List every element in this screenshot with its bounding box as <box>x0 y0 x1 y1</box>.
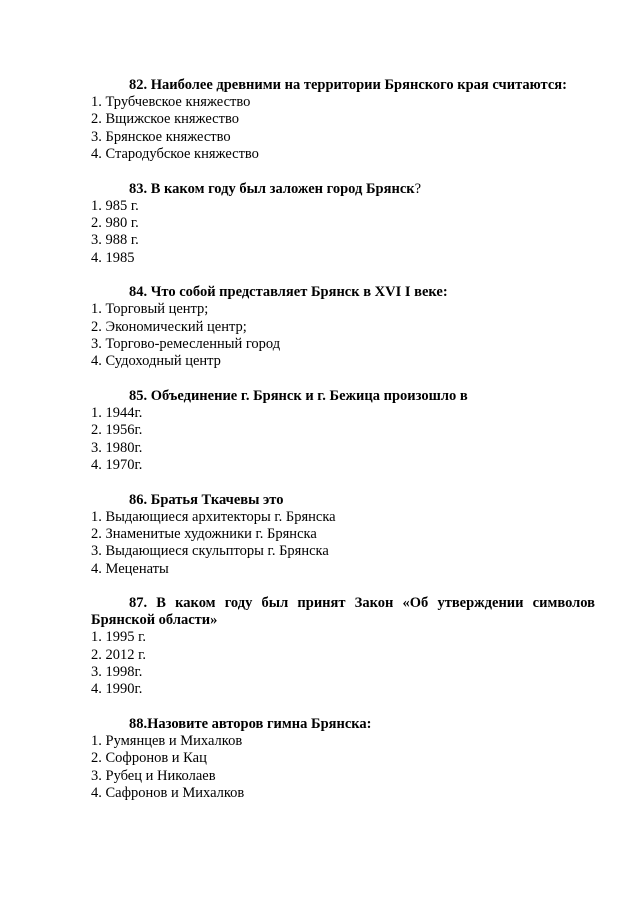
spacer <box>91 578 595 595</box>
answer-option: 3. Рубец и Николаев <box>91 767 216 784</box>
answer-option: 2. Вщижское княжество <box>91 111 239 128</box>
answer-option: 2. 980 г. <box>91 215 139 232</box>
answer-option: 2. 1956г. <box>91 422 143 439</box>
question-88 <box>91 716 595 803</box>
answer-option: 3. 1980г. <box>91 439 143 456</box>
question-title: 83. В каком году был заложен город Брянск? <box>129 180 422 197</box>
answer-option: 1. Румянцев и Михалков <box>91 732 243 749</box>
answer-option: 1. Выдающиеся архитекторы г. Брянска <box>91 508 336 525</box>
spacer <box>91 267 595 284</box>
spacer <box>91 475 595 492</box>
answer-option: 3. 1998г. <box>91 663 143 680</box>
question-86 <box>91 492 595 579</box>
answer-option: 3. Брянское княжество <box>91 128 231 145</box>
answer-option: 4. Стародубское княжество <box>91 146 259 163</box>
answer-option: 2. Знаменитые художники г. Брянска <box>91 525 317 542</box>
answer-option: 3. Торгово-ремесленный город <box>91 336 281 353</box>
question-83 <box>91 181 595 268</box>
question-85 <box>91 388 595 475</box>
answer-option: 4. 1970г. <box>91 457 143 474</box>
answer-list <box>91 733 595 803</box>
answer-option: 1. Трубчевское княжество <box>91 94 251 110</box>
spacer <box>91 164 595 181</box>
answer-option: 4. 1985 <box>91 249 135 266</box>
question-title: 87. В каком году был принят Закон «Об утверждении символов Брянской области» <box>91 595 595 629</box>
answer-list <box>91 629 595 699</box>
answer-list <box>91 301 595 371</box>
question-title: 88.Назовите авторов гимна Брянска: <box>129 715 372 732</box>
question-title: 86. Братья Ткачевы это <box>129 491 284 508</box>
answer-list <box>91 405 595 475</box>
answer-option: 4. Сафронов и Михалков <box>91 784 245 801</box>
answer-option: 4. Меценаты <box>91 560 169 577</box>
answer-option: 3. 988 г. <box>91 232 139 249</box>
spacer <box>91 699 595 716</box>
question-title: 82. Наиболее древними на территории Брянского края считаются: <box>129 77 567 93</box>
answer-option: 1. 1995 г. <box>91 629 147 646</box>
spacer <box>91 371 595 388</box>
answer-option: 2. Экономический центр; <box>91 318 247 335</box>
answer-option: 1. 985 г. <box>91 197 139 214</box>
question-82 <box>91 77 595 164</box>
answer-option: 3. Выдающиеся скульпторы г. Брянска <box>91 543 329 560</box>
question-title: 84. Что собой представляет Брянск в XVI I веке: <box>129 284 448 301</box>
answer-option: 2. Софронов и Кац <box>91 750 207 767</box>
answer-list <box>91 94 595 164</box>
answer-option: 1. Торговый центр; <box>91 301 209 318</box>
question-87 <box>91 595 595 699</box>
answer-list <box>91 198 595 268</box>
answer-option: 2. 2012 г. <box>91 646 147 663</box>
question-84 <box>91 284 595 371</box>
answer-option: 4. Судоходный центр <box>91 353 221 370</box>
answer-option: 1. 1944г. <box>91 404 143 421</box>
question-title: 85. Объединение г. Брянск и г. Бежица произошло в <box>129 387 468 404</box>
quiz-page <box>91 77 595 802</box>
answer-option: 4. 1990г. <box>91 681 143 698</box>
answer-list <box>91 509 595 579</box>
